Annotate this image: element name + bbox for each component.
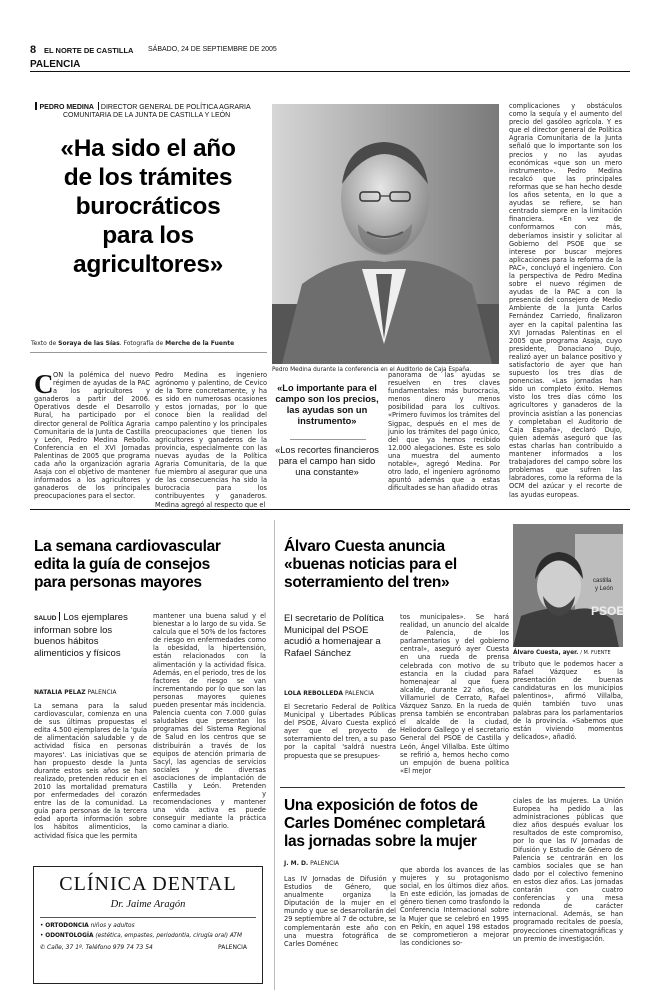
subhead-text: Los ejemplares informan sobre los buenos hábitos alimenticios y físicos bbox=[34, 612, 128, 659]
credits-photo: Merche de la Fuente bbox=[165, 340, 235, 347]
credits-rule bbox=[30, 352, 267, 353]
photo-sign-1: castilla bbox=[593, 578, 612, 584]
ad-service-1-title: ORTODONCIA bbox=[45, 923, 89, 929]
headline-line: Álvaro Cuesta anuncia bbox=[284, 538, 445, 555]
ad-service-2 bbox=[40, 933, 242, 939]
main-photo-caption: Pedro Medina durante la conferencia en el Auditorio de Caja España. bbox=[272, 367, 472, 373]
headline-line: La semana cardiovascular bbox=[34, 538, 221, 555]
ad-divider bbox=[40, 917, 256, 918]
article-4-byline bbox=[284, 860, 339, 867]
cuesta-photo-caption bbox=[513, 650, 611, 656]
page-date: SÁBADO, 24 DE SEPTIEMBRE DE 2005 bbox=[148, 46, 277, 53]
main-article-bottom-rule bbox=[30, 509, 630, 510]
credits-prefix: Texto de bbox=[31, 340, 57, 347]
subhead-tag: SALUD bbox=[34, 615, 57, 622]
headline-line: para personas mayores bbox=[34, 574, 202, 591]
main-col-4: complicaciones y obstáculos como la sequía y el aumento del precio del gasóleo agrícola. Y es que el director general de Política Agraria Comunitaria de la Junta señaló que lo importante son los precios y no las ayudas económicas «que son un mero instrumento». Pedro Medina recalcó que las principales reformas que se han hecho desde los años setenta, en lo que a ayudas se refiere, se han centrado siempre en la limitación financiera. «En vez de conformarnos con más, deberíamos insistir y solicitar al Gobierno del PSOE que se interese por buscar mejores aplicaciones para la reforma de la PAC», concluyó el ingeniero. Con la perspectiva de Pedro Medina sobre el nuevo régimen de ayudas de la PAC a con la presencia del consejero de Medio Ambiente de la Junta Carlos Fernández Carriedo, finalizaron ayer en la capital palentina las XVI Jornadas Palentinas en el 2005 que programa Asaja, cuyo presidente, Donaciano Dujo, realizó ayer un balance positivo y satisfactorio de ayer que han supuesto los tres días de ponencias. «Las jornadas han sido un completo éxito. Hemos visto los tres días cómo los agricultores y ganaderos de la provincia asistían a las ponencias y completaban el Auditorio de Caja España», declaró Dujo, quien además aseguró que las estas charlas han contribuido a mantener informados a los trabajadores del campo sobre los problemas que sufren las labradores, como la reforma de la OCM del azúcar y el recorte de las ayudas europeas. bbox=[509, 102, 622, 499]
article-3-headline bbox=[284, 538, 524, 592]
newspaper-name: EL NORTE DE CASTILLA bbox=[44, 46, 134, 55]
article-2-col-2: mantener una buena salud y el bienestar a lo largo de su vida. Se calcula que el 50% de los factores de riesgo en enfermedades como la obesidad, la hipertensión, están relacionados con la alimentación y la actividad física. Además, en el periodo, tres de los factores de riesgo se van incrementando por lo que son las personas mayores quienes pueden presentar más incidencia. Palencia cuenta con 7.000 guías saludables que presentan los programas del Sistema Regional de Salud en los centros que se distribuirán a través de los equipos de atención primaria de Sacyl, las agencias de servicios sociales y de diversas asociaciones de implantación de Castilla y León. Pretenden enfermedades y recomendaciones y mantener una vida activa es puede conseguir mediante la práctica como caminar a diario. bbox=[153, 612, 266, 831]
location: PALENCIA bbox=[87, 689, 117, 696]
article-4-col-1: Las IV Jornadas de Difusión y Estudios de Género, que anualmente organiza la Diputación de la mujer en el mundo y que se desarrollarán del 29 septiembre al 7 de octubre, se complementarán este año con una muestra fotográfica de Carles Doménec bbox=[284, 875, 396, 948]
main-col-1-text: ON la polémica del nuevo régimen de ayudas de la PAC a los agricultores y ganaderos a partir del 2006. Operativos desde el Desarrollo Rural, ha participado por el director general de Política Agraria Comunitaria de la Junta de Castilla y León, Pedro Medina Rebollo. Conferencia en el XVI Jornadas Palentinas de 2005 que programa cada año la organización agraria Asaja con el objetivo de mantener informados a los agricultores y ganaderos de los principales preocupaciones para el sector. bbox=[34, 371, 150, 501]
ad-address bbox=[40, 944, 153, 951]
ad-service-2-title: ODONTOLOGÍA bbox=[45, 933, 94, 939]
dental-ad bbox=[33, 866, 263, 984]
article-3-bottom-rule bbox=[280, 787, 625, 788]
author: J. M. D. bbox=[284, 860, 309, 867]
bullet-icon: • bbox=[40, 933, 44, 939]
headline-line: edita la guía de consejos bbox=[34, 556, 210, 573]
author: NATALIA PELAZ bbox=[34, 689, 86, 696]
article-4-col-3: ciales de las mujeres. La Unión Europea ha pedido a las administraciones públicas que diez años después evaluar los resultados de este compromiso, por lo que las IV Jornadas de Difusión y Estudio de Género de Palencia se centrarán en los cambios sociales que se han dado por el colectivo femenino en estos diez años. Las jornadas contarán con cuatro conferencias y una mesa redonda de carácter internacional. Además, se han programado recitales de poesía, proyecciones cinematográficas y un premio de investigación. bbox=[513, 797, 623, 943]
main-col-2: Pedro Medina es ingeniero agrónomo y palentino, de Cevico de la Torre concretamente, y ha es sido en numerosas ocasiones y estos jornadas, por lo que conoce bien la realidad del campo palentino y los principales preocupaciones que tienen los agricultores y ganaderos de la provincia, especialmente con las nuevas ayudas de la Política Agraria Comunitaria, de la que fue miembro al asegurar que una de las consecuencias ha sido la burocracia para los contribuyentes y ganaderos. Medina agregó al respecto que el bbox=[155, 371, 267, 509]
headline-line: «Ha sido el año bbox=[60, 135, 236, 162]
kicker-bar bbox=[35, 102, 37, 110]
main-col-1 bbox=[34, 371, 150, 503]
article-2-byline bbox=[34, 689, 117, 696]
main-credits bbox=[31, 340, 271, 347]
page-header bbox=[30, 44, 630, 58]
tag-bar bbox=[59, 612, 60, 621]
main-headline bbox=[30, 134, 266, 279]
headline-line: soterramiento del tren» bbox=[284, 574, 450, 591]
kicker-name: PEDRO MEDINA bbox=[39, 104, 94, 111]
headline-line: «buenas noticias para el bbox=[284, 556, 457, 573]
headline-line: agricultores» bbox=[73, 251, 223, 278]
author: LOLA REBOLLEDA bbox=[284, 690, 344, 697]
cuesta-photo bbox=[513, 524, 623, 647]
ad-service-2-detail: (estética, empastes, periodontia, cirugía oral) ATM bbox=[95, 933, 242, 939]
headline-line: Una exposición de fotos de bbox=[284, 797, 478, 814]
headline-line: Carles Doménec completará bbox=[284, 815, 485, 832]
headline-line: las jornadas sobre la mujer bbox=[284, 833, 477, 850]
article-3-col-3: tributo que le podemos hacer a Rafael Vázquez es la presentación de buenas candidaturas en los municipios palentinos», afirmó Villalba, quién también tuvo unas palabras para los parlamentarios de la provincia. «Sabemos que están viviendo momentos delicados», añadió. bbox=[513, 660, 623, 741]
caption-credit: / M. FUENTE bbox=[580, 650, 611, 656]
main-col-3: panorama de las ayudas se resuelven en tres claves fundamentales: más burocracia, menos dinero y menos posibilidad para los cultivos. «Primero fuvimos los trámites del Sigpac, después en el mes de junio los trámites del pago único, del que ya hemos recibido 12.000 alegaciones. Este es solo una muestra del aumento notable», agregó Medina. Por otro lado, el ingeniero agrónomo apuntó además que a estas dificultades se han añadido otras bbox=[388, 371, 500, 493]
column-divider bbox=[274, 520, 275, 990]
pull-quote-2: «Los recortes financieros para el campo han sido una constante» bbox=[275, 445, 379, 477]
caption-name: Álvaro Cuesta, ayer. bbox=[513, 650, 579, 656]
ad-service-1 bbox=[40, 923, 135, 929]
kicker-role: DIRECTOR GENERAL DE POLÍTICA AGRARIA bbox=[100, 104, 251, 111]
section-rule bbox=[30, 71, 630, 72]
article-2-headline bbox=[34, 538, 274, 592]
article-4-col-2: que aborda los avances de las mujeres y su protagonismo social, en los últimos diez años. En este edición, las jornadas de género tienen como trasfondo la Conferencia Internacional sobre la Mujer que se celebró en 1995 en Pekín, en aquel 198 estados se comprometieron a mejorar las condiciones so- bbox=[400, 866, 509, 947]
article-3-col-1: El Secretario Federal de Política Municipal y Libertades Públicas del PSOE, Álvaro Cuesta explicó ayer que el proyecto de soterramiento del tren, a su paso por la capital 'saldrá nuestra propuesta que se presupues- bbox=[284, 703, 396, 760]
location: PALENCIA bbox=[344, 690, 374, 697]
drop-cap: C bbox=[34, 369, 54, 399]
ad-doctor: Dr. Jaime Aragón bbox=[110, 899, 186, 910]
ad-service-1-detail: niños y adultos bbox=[90, 923, 135, 929]
headline-line: para los bbox=[102, 222, 194, 249]
article-2-subhead bbox=[34, 612, 144, 659]
article-4-headline bbox=[284, 797, 524, 851]
article-3-subhead: El secretario de Política Municipal del PSOE acudió a homenajear a Rafael Sánchez bbox=[284, 613, 384, 659]
page-number: 8 bbox=[30, 44, 37, 56]
kicker-role-2: COMUNITARIA DE LA JUNTA DE CASTILLA Y LEÓN bbox=[63, 112, 231, 119]
ad-city: PALENCIA bbox=[218, 944, 248, 951]
bullet-icon: • bbox=[40, 923, 44, 929]
photo-sign-3: PSOE bbox=[591, 604, 625, 618]
headline-line: de los trámites bbox=[63, 164, 233, 191]
article-3-col-2: tos municipales». Se hará realidad, un anuncio del alcalde de Palencia, de los parlamentarios y del gobierno central», aseguró ayer Cuesta en una rueda de prensa celebrada con motivo de su estancia en la ciudad para homenajear al que fuera alcalde, durante 22 años, de Villamuriel de Cerrato, Rafael Vázquez Sanzo. En la rueda de prensa también se encontraban el alcalde de la ciudad, Heliodoro Gallego y el secretario General del PSOE de Castilla y León, Ángel Villalba. Este último se refirió a, hemos hecho como un empujón de buena política «El mejor bbox=[400, 613, 509, 775]
kicker-bar bbox=[98, 102, 99, 110]
main-kicker bbox=[35, 102, 275, 119]
phone-icon: ✆ bbox=[40, 944, 46, 951]
section-name: PALENCIA bbox=[30, 59, 81, 70]
ad-clinic-name: CLÍNICA DENTAL bbox=[59, 873, 237, 895]
ad-address-text: Calle, 37 1º. Teléfono 979 74 73 54 bbox=[46, 944, 153, 951]
speaker-portrait-image bbox=[272, 104, 499, 364]
photo-sign-2: y León bbox=[595, 586, 614, 592]
main-photo bbox=[272, 104, 499, 364]
article-3-byline bbox=[284, 690, 374, 697]
pull-quote-1: «Lo importante para el campo son los precios, las ayudas son un instrumento» bbox=[275, 383, 379, 426]
credits-mid: . Fotografía de bbox=[119, 340, 164, 347]
pull-quote-divider bbox=[290, 439, 366, 440]
article-2-col-1: La semana para la salud cardiovascular, comienza en una de sus últimas propuestas el edita 4.500 ejemplares de la 'guía de alimentación saludable y de actividad física en personas mayores'. Las iniciativas que se han propuesto desde la Junta durante estos seis años se han realizado, pretenden reducir en el 2010 las mortalidad prematura por enfermedades del corazón entre las de la comunidad. La guía para personas de la tercera edad aporta información sobre los hábitos alimenticios, la actividad física que les permita bbox=[34, 702, 147, 840]
credits-author: Soraya de las Sías bbox=[58, 340, 120, 347]
headline-line: burocráticos bbox=[75, 193, 221, 220]
location: PALENCIA bbox=[310, 860, 340, 867]
